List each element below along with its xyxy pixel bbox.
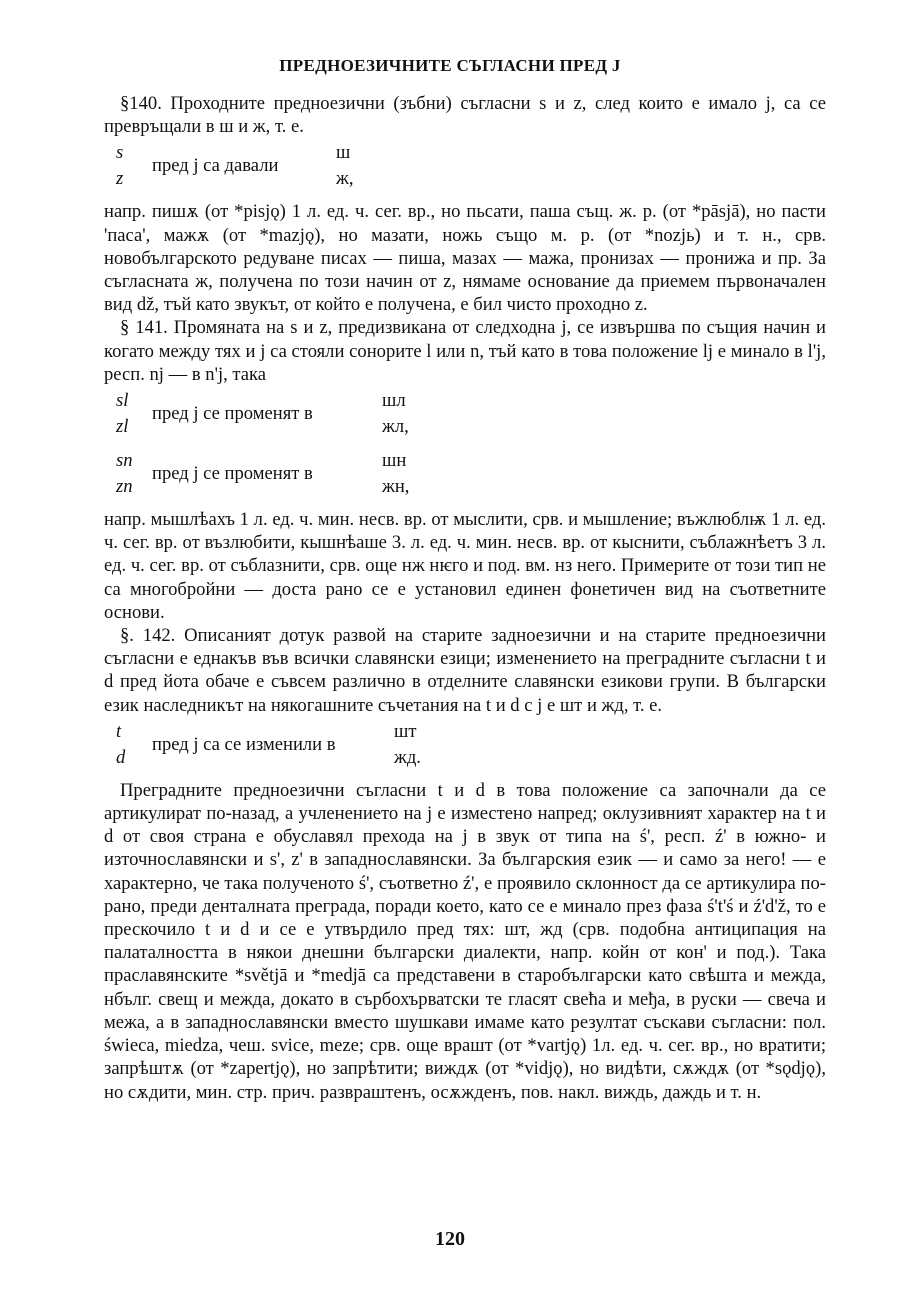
- formula-middle: пред j са давали: [152, 155, 279, 177]
- formula-left: s z: [116, 142, 124, 190]
- formula-right: шн жн,: [382, 450, 410, 498]
- page-heading: ПРЕДНОЕЗИЧНИТЕ СЪГЛАСНИ ПРЕД J: [279, 56, 621, 75]
- formula-s-z: [116, 140, 826, 196]
- formula-sl-zl: [116, 388, 826, 444]
- paragraph-141: § 141. Промяната на s и z, предизвикана от следходна j, се извършва по същия начин и когато между тях и j са стояли сонорите l или n, тъй като в това положение lj е минало в l'j, респ. nj — в n'j, така: [104, 317, 826, 385]
- paragraph-142-continued: Преградните предноезични съгласни t и d в това положение са започнали да се артикулират по-назад, а учленението на j е изместено напред; оклузивният характер на t и d от своя страна е обуславял прехода на j в звук от типа на ś', респ. ź' в южно- и източнославянски и s', z' в западнославянски. За българския език — и само за него! — е характерно, че така полученото ś', съответно ź', е проявило склонност да се артикулира по-рано, преди денталната преграда, поради което, като се е минало през фаза ś't'ś и ź'd'ž, то е прескочило t и d и се е утвърдило пред тях: шт, жд (срв. подобна антиципация на палаталността в някои днешни български диалекти, напр. койн от кон' и под.). Така праславянските *světjā и *medjā са представени в старобългарски като свѣшта и межда, нбълг. свещ и межда, докато в сърбохърватски те гласят свећа и међа, в руски — свеча и межа, а в западнославянски вместо шушкави имаме като резултат съскави съгласни: пол. świeca, miedza, чеш. svice, meze; срв. още врашт (от *vartjǫ) 1л. ед. ч. сег. вр., но вратити; запрѣштѫ (от *zapertjǫ), но запрѣтити; виждѫ (от *vidjǫ), но видѣти, сѫждѫ (от *sǫdjǫ), но сѫдити, мин. стр. прич. развраштенъ, осѫжденъ, пов. накл. виждь, даждь и т. н.: [104, 779, 826, 1103]
- paragraph-140-examples: напр. пишѫ (от *pisjǫ) 1 л. ед. ч. сег. вр., но пьсати, паша същ. ж. р. (от *pāsjā), но пасти 'паса', мажѫ (от *mazjǫ), но мазати, ножь също м. р. (от *nozjь) и т. н., срв. новобългарското редуване писах — пиша, мазах — мажа, пронизах — пронижа и пр. За съгласната ж, получена по този начин от z, нямаме основание да приемем първоначален вид dž, тъй като звукът, от който е получена, е бил чисто проходно z.: [104, 201, 826, 316]
- formula-t-d: [116, 719, 826, 775]
- page-number: 120: [435, 1228, 465, 1250]
- formula-left: sl zl: [116, 390, 129, 438]
- formula-right: шл жл,: [382, 390, 409, 438]
- page-body: [104, 92, 826, 1104]
- paragraph-140: §140. Проходните предноезични (зъбни) съгласни s и z, след които е имало j, са се превръщали в ш и ж, т. е.: [104, 93, 826, 138]
- formula-middle: пред j се променят в: [152, 463, 313, 485]
- formula-right: шт жд.: [394, 720, 421, 768]
- formula-left: t d: [116, 720, 126, 768]
- formula-sn-zn: [116, 448, 826, 504]
- formula-middle: пред j се променят в: [152, 403, 313, 425]
- formula-middle: пред j са се изменили в: [152, 733, 336, 755]
- paragraph-142: §. 142. Описаният дотук развой на старите задноезични и на старите предноезични съгласни е еднакъв във всички славянски езици; изменението на преградните съгласни t и d пред йота обаче е съвсем различно в отделните славянски езикови групи. В български език наследникът на някогашните съчетания на t и d с j е шт и жд, т. е.: [104, 625, 826, 716]
- paragraph-141-examples: напр. мышлѣахъ 1 л. ед. ч. мин. несв. вр. от мыслити, срв. и мышление; въжлюблѭ 1 л. ед. ч. сег. вр. от възлюбити, кышнѣаше 3. л. ед. ч. мин. несв. вр. от кыснити, съблажнѣетъ 3 л. ед. ч. сег. вр. от съблазнити, срв. още нж нѥго и под. вм. нз него. Примерите от този тип не са многобройни — доста рано се е установил единен фонетичен вид на съответните основи.: [104, 509, 826, 623]
- formula-right: ш ж,: [336, 142, 354, 190]
- formula-left: sn zn: [116, 450, 133, 498]
